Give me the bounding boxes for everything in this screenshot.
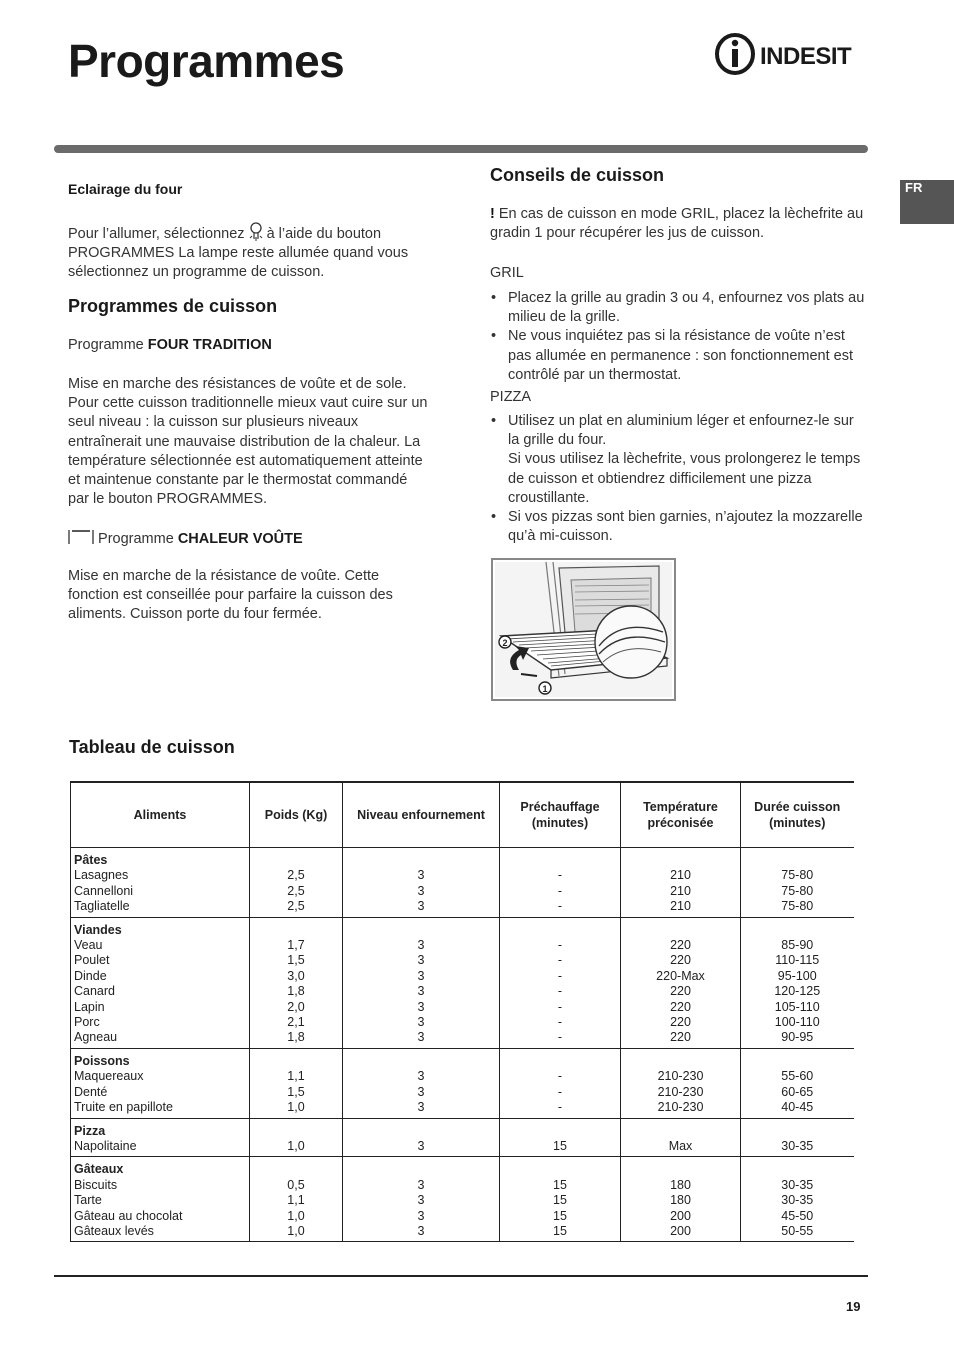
- category-label: Pâtes: [74, 853, 108, 867]
- food-item: Denté: [74, 1084, 108, 1099]
- program1-name: FOUR TRADITION: [147, 337, 272, 353]
- table-row: [71, 1157, 854, 1242]
- cell-value: 40-45: [781, 1100, 814, 1115]
- food-item: Dinde: [74, 968, 107, 983]
- cell-value: 0,5: [287, 1177, 305, 1192]
- figure-label-2: 2: [502, 638, 508, 648]
- cell-value: 1,0: [287, 1223, 305, 1238]
- cell-value: 15: [553, 1138, 567, 1153]
- cell-niveau: [343, 917, 500, 1048]
- category-label: Poissons: [74, 1053, 130, 1068]
- food-item: Veau: [74, 938, 103, 953]
- cell-aliments: [71, 848, 250, 918]
- cell-value: 3: [417, 1193, 425, 1208]
- cell-prechauffage: [500, 1118, 621, 1157]
- indesit-logo: [714, 30, 870, 78]
- header-niveau: Niveau enfournement: [343, 782, 500, 848]
- brand-text: INDESIT: [760, 43, 852, 70]
- cell-value: Max: [668, 1138, 693, 1153]
- cell-value: 90-95: [781, 1030, 814, 1045]
- cell-value: 1,5: [287, 1084, 305, 1099]
- cell-value: 210-230: [657, 1084, 704, 1099]
- cell-value: -: [557, 899, 563, 914]
- row-spacer: [741, 923, 854, 938]
- cell-value: 1,1: [287, 1193, 305, 1208]
- cell-value: -: [557, 1100, 563, 1115]
- list-item: • Placez la grille au gradin 3 ou 4, enfournez vos plats au milieu de la grille.: [491, 289, 871, 327]
- food-item: Maquereaux: [74, 1069, 144, 1084]
- row-spacer: [741, 853, 854, 868]
- table-row: [71, 917, 854, 1048]
- top-heat-icon: [68, 529, 94, 545]
- cell-prechauffage: [500, 1048, 621, 1118]
- cell-value: 95-100: [777, 968, 817, 983]
- cell-value: -: [557, 1084, 563, 1099]
- row-spacer: [250, 1162, 342, 1177]
- lighting-text-end: à l’aide du bouton PROGRAMMES La lampe reste allumée quand vous sélectionnez un programme de cuisson.: [68, 226, 409, 281]
- table-row: [71, 1048, 854, 1118]
- table-row: [71, 1118, 854, 1157]
- cell-duree: [741, 848, 854, 918]
- cell-temperature: [621, 1048, 741, 1118]
- cell-value: 3: [417, 1177, 425, 1192]
- lighting-heading: Eclairage du four: [68, 181, 183, 197]
- cell-value: 180: [670, 1193, 691, 1208]
- cell-value: -: [557, 868, 563, 883]
- cell-value: 60-65: [781, 1084, 814, 1099]
- row-spacer: [250, 1124, 342, 1139]
- row-spacer: [343, 1124, 499, 1139]
- cell-value: 220: [670, 1015, 691, 1030]
- cell-value: 30-35: [781, 1177, 814, 1192]
- row-spacer: [500, 1124, 620, 1139]
- cell-value: 1,5: [287, 953, 305, 968]
- row-spacer: [343, 853, 499, 868]
- cell-aliments: [71, 1118, 250, 1157]
- header-divider: [54, 145, 868, 153]
- row-spacer: [621, 853, 740, 868]
- warning-text: En cas de cuisson en mode GRIL, placez la lèchefrite au gradin 1 pour récupérer les jus de cuisson.: [490, 206, 864, 242]
- lighting-text-start: Pour l’allumer, sélectionnez: [68, 226, 245, 242]
- cell-poids: [250, 917, 343, 1048]
- pizza-label: PIZZA: [490, 389, 532, 405]
- row-spacer: [343, 1162, 499, 1177]
- cell-value: 3: [417, 938, 425, 953]
- program2-name: CHALEUR VOÛTE: [177, 531, 303, 547]
- cell-niveau: [343, 1118, 500, 1157]
- cell-value: 75-80: [781, 899, 814, 914]
- cell-value: -: [557, 883, 563, 898]
- cell-value: 3: [417, 1030, 425, 1045]
- cell-value: 2,5: [287, 868, 305, 883]
- pizza-list: [491, 412, 865, 546]
- cell-value: 3: [417, 883, 425, 898]
- cell-temperature: [621, 917, 741, 1048]
- header-poids: Poids (Kg): [250, 782, 343, 848]
- cell-poids: [250, 1048, 343, 1118]
- program-four-tradition: [68, 336, 272, 355]
- cell-niveau: [343, 1048, 500, 1118]
- program-chaleur-voute: [68, 529, 303, 549]
- category-label: Gâteaux: [74, 1162, 124, 1177]
- cell-value: 210: [670, 899, 691, 914]
- cell-value: 3,0: [287, 968, 305, 983]
- cell-value: 75-80: [781, 868, 814, 883]
- cell-value: 3: [417, 1138, 425, 1153]
- row-spacer: [500, 1162, 620, 1177]
- cell-value: 85-90: [781, 938, 814, 953]
- cell-value: 50-55: [781, 1223, 814, 1238]
- row-spacer: [343, 1054, 499, 1069]
- row-spacer: [741, 1124, 854, 1139]
- cell-value: 220: [670, 1030, 691, 1045]
- header-duree: Durée cuisson (minutes): [741, 782, 854, 848]
- cell-prechauffage: [500, 917, 621, 1048]
- cell-value: 210-230: [657, 1100, 704, 1115]
- table-heading: Tableau de cuisson: [69, 737, 235, 757]
- tips-heading: Conseils de cuisson: [490, 165, 665, 185]
- program2-description: Mise en marche de la résistance de voûte. Cette fonction est conseillée pour parfaire la cuisson des aliments. Cuisson porte du four fermée.: [68, 568, 393, 623]
- header-prechauffage: Préchauffage (minutes): [500, 782, 621, 848]
- figure-label-1: 1: [542, 684, 548, 694]
- cell-aliments: [71, 1157, 250, 1242]
- cell-duree: [741, 917, 854, 1048]
- cell-value: 200: [670, 1208, 691, 1223]
- cell-value: 15: [553, 1208, 567, 1223]
- row-spacer: [250, 923, 342, 938]
- cell-value: 3: [417, 1100, 425, 1115]
- cell-value: 1,0: [287, 1100, 305, 1115]
- cell-value: 100-110: [774, 1015, 820, 1030]
- gril-list: [491, 289, 871, 385]
- row-spacer: [500, 923, 620, 938]
- cell-value: -: [557, 1015, 563, 1030]
- row-spacer: [343, 923, 499, 938]
- cell-aliments: [71, 1048, 250, 1118]
- cell-value: -: [557, 999, 563, 1014]
- cell-value: 210: [670, 868, 691, 883]
- cell-value: 220: [670, 999, 691, 1014]
- cell-value: 3: [417, 999, 425, 1014]
- cell-aliments: [71, 917, 250, 1048]
- cell-value: 220-Max: [656, 968, 705, 983]
- cell-value: 220: [670, 953, 691, 968]
- food-item: Lapin: [74, 999, 105, 1014]
- cell-value: 15: [553, 1193, 567, 1208]
- cell-value: 45-50: [781, 1208, 814, 1223]
- lighting-text: [68, 221, 432, 283]
- cell-value: 3: [417, 1208, 425, 1223]
- cell-value: 2,1: [287, 1015, 305, 1030]
- cell-value: 3: [417, 868, 425, 883]
- cell-value: 3: [417, 1084, 425, 1099]
- cell-value: 105-110: [774, 999, 820, 1014]
- cell-value: 210: [670, 883, 691, 898]
- food-item: Agneau: [74, 1030, 118, 1045]
- cell-value: -: [557, 953, 563, 968]
- page-title: Programmes: [68, 35, 345, 87]
- category-label: Viandes: [74, 922, 122, 937]
- cell-value: 200: [670, 1223, 691, 1238]
- cell-value: 210-230: [657, 1069, 704, 1084]
- category-label: Pizza: [74, 1123, 106, 1138]
- cell-niveau: [343, 848, 500, 918]
- cell-value: 2,5: [287, 899, 305, 914]
- cell-value: 1,8: [287, 1030, 305, 1045]
- cell-value: -: [557, 938, 563, 953]
- list-item: [491, 412, 865, 508]
- cell-value: -: [557, 984, 563, 999]
- food-item: Porc: [74, 1015, 100, 1030]
- food-item: Truite en papillote: [74, 1100, 173, 1115]
- cell-value: 120-125: [774, 984, 821, 999]
- row-spacer: [250, 853, 342, 868]
- cooking-table: [70, 781, 854, 1242]
- table-header-row: [71, 782, 854, 848]
- row-spacer: [621, 1162, 740, 1177]
- food-item: Tagliatelle: [74, 899, 130, 914]
- cell-value: 3: [417, 1223, 425, 1238]
- cell-poids: [250, 1157, 343, 1242]
- warning-mark: !: [490, 206, 495, 222]
- cell-value: 30-35: [781, 1193, 814, 1208]
- list-item: • Ne vous inquiétez pas si la résistance de voûte n’est pas allumée en permanence : son fonctionnement est contrôlé par un thermostat.: [491, 327, 871, 385]
- cell-duree: [741, 1118, 854, 1157]
- cell-value: 110-115: [775, 953, 820, 968]
- cell-temperature: [621, 848, 741, 918]
- cell-value: -: [557, 968, 563, 983]
- oven-rack-illustration: [491, 558, 676, 701]
- cell-value: -: [557, 1069, 563, 1084]
- food-item: Lasagnes: [74, 868, 129, 883]
- food-item: Biscuits: [74, 1177, 118, 1192]
- header-aliments: Aliments: [71, 782, 250, 848]
- cell-value: 30-35: [781, 1138, 814, 1153]
- cell-value: 1,0: [287, 1208, 305, 1223]
- cell-value: 3: [417, 1069, 425, 1084]
- cell-prechauffage: [500, 1157, 621, 1242]
- food-item: Poulet: [74, 953, 110, 968]
- cell-poids: [250, 848, 343, 918]
- row-spacer: [500, 1054, 620, 1069]
- cell-value: 75-80: [781, 883, 814, 898]
- row-spacer: [741, 1054, 854, 1069]
- gril-label: GRIL: [490, 265, 524, 281]
- pizza-tip-1a: • Utilisez un plat en aluminium léger et enfournez-le sur la grille du four.: [508, 413, 854, 449]
- cell-value: 220: [670, 984, 691, 999]
- food-item: Canard: [74, 984, 115, 999]
- cell-value: 3: [417, 953, 425, 968]
- cell-value: 180: [670, 1177, 691, 1192]
- cell-niveau: [343, 1157, 500, 1242]
- table-row: [71, 848, 854, 918]
- cell-duree: [741, 1157, 854, 1242]
- cell-value: 3: [417, 968, 425, 983]
- header-temperature: Température préconisée: [621, 782, 741, 848]
- cooking-programs-heading: Programmes de cuisson: [68, 296, 278, 316]
- cell-value: 3: [417, 1015, 425, 1030]
- cell-value: 15: [553, 1177, 567, 1192]
- page-number: 19: [846, 1299, 861, 1314]
- cell-value: 1,1: [287, 1069, 305, 1084]
- pizza-tip-1b: Si vous utilisez la lèchefrite, vous prolongerez le temps de cuisson et obtiendrez difficilement une pizza croustillante.: [508, 451, 861, 506]
- row-spacer: [621, 1054, 740, 1069]
- language-tab-label: FR: [905, 180, 923, 195]
- cell-temperature: [621, 1118, 741, 1157]
- program2-prefix: Programme: [98, 531, 174, 547]
- program1-prefix: Programme: [68, 337, 144, 353]
- row-spacer: [741, 1162, 854, 1177]
- cell-value: 2,5: [287, 883, 305, 898]
- language-tab: [900, 180, 954, 224]
- cell-duree: [741, 1048, 854, 1118]
- cell-value: 55-60: [781, 1069, 814, 1084]
- row-spacer: [500, 853, 620, 868]
- row-spacer: [621, 1124, 740, 1139]
- cell-poids: [250, 1118, 343, 1157]
- row-spacer: [250, 1054, 342, 1069]
- gril-warning: [490, 205, 870, 243]
- food-item: Cannelloni: [74, 883, 134, 898]
- cell-value: 3: [417, 984, 425, 999]
- food-item: Gâteau au chocolat: [74, 1208, 183, 1223]
- list-item: • Si vos pizzas sont bien garnies, n’ajoutez la mozzarelle qu’à mi-cuisson.: [491, 508, 865, 546]
- cell-value: 15: [553, 1223, 567, 1238]
- cell-prechauffage: [500, 848, 621, 918]
- cell-temperature: [621, 1157, 741, 1242]
- row-spacer: [621, 923, 740, 938]
- food-item: Gâteaux levés: [74, 1223, 154, 1238]
- footer-divider: [54, 1275, 868, 1277]
- cell-value: 2,0: [287, 999, 305, 1014]
- cell-value: 220: [670, 938, 691, 953]
- food-item: Napolitaine: [74, 1138, 137, 1153]
- food-item: Tarte: [74, 1193, 102, 1208]
- cell-value: 1,7: [287, 938, 305, 953]
- lamp-icon: [249, 221, 263, 241]
- cell-value: -: [557, 1030, 563, 1045]
- cell-value: 3: [417, 899, 425, 914]
- cell-value: 1,8: [287, 984, 305, 999]
- program1-description: Mise en marche des résistances de voûte et de sole. Pour cette cuisson traditionnelle mieux vaut cuire sur un seul niveau : la cuisson sur plusieurs niveaux entraînerait une mauvaise distribution de la chaleur. La température sélectionnée est automatiquement atteinte et maintenue constante par le thermostat commandé par le bouton PROGRAMMES.: [68, 376, 428, 508]
- cell-value: 1,0: [287, 1138, 305, 1153]
